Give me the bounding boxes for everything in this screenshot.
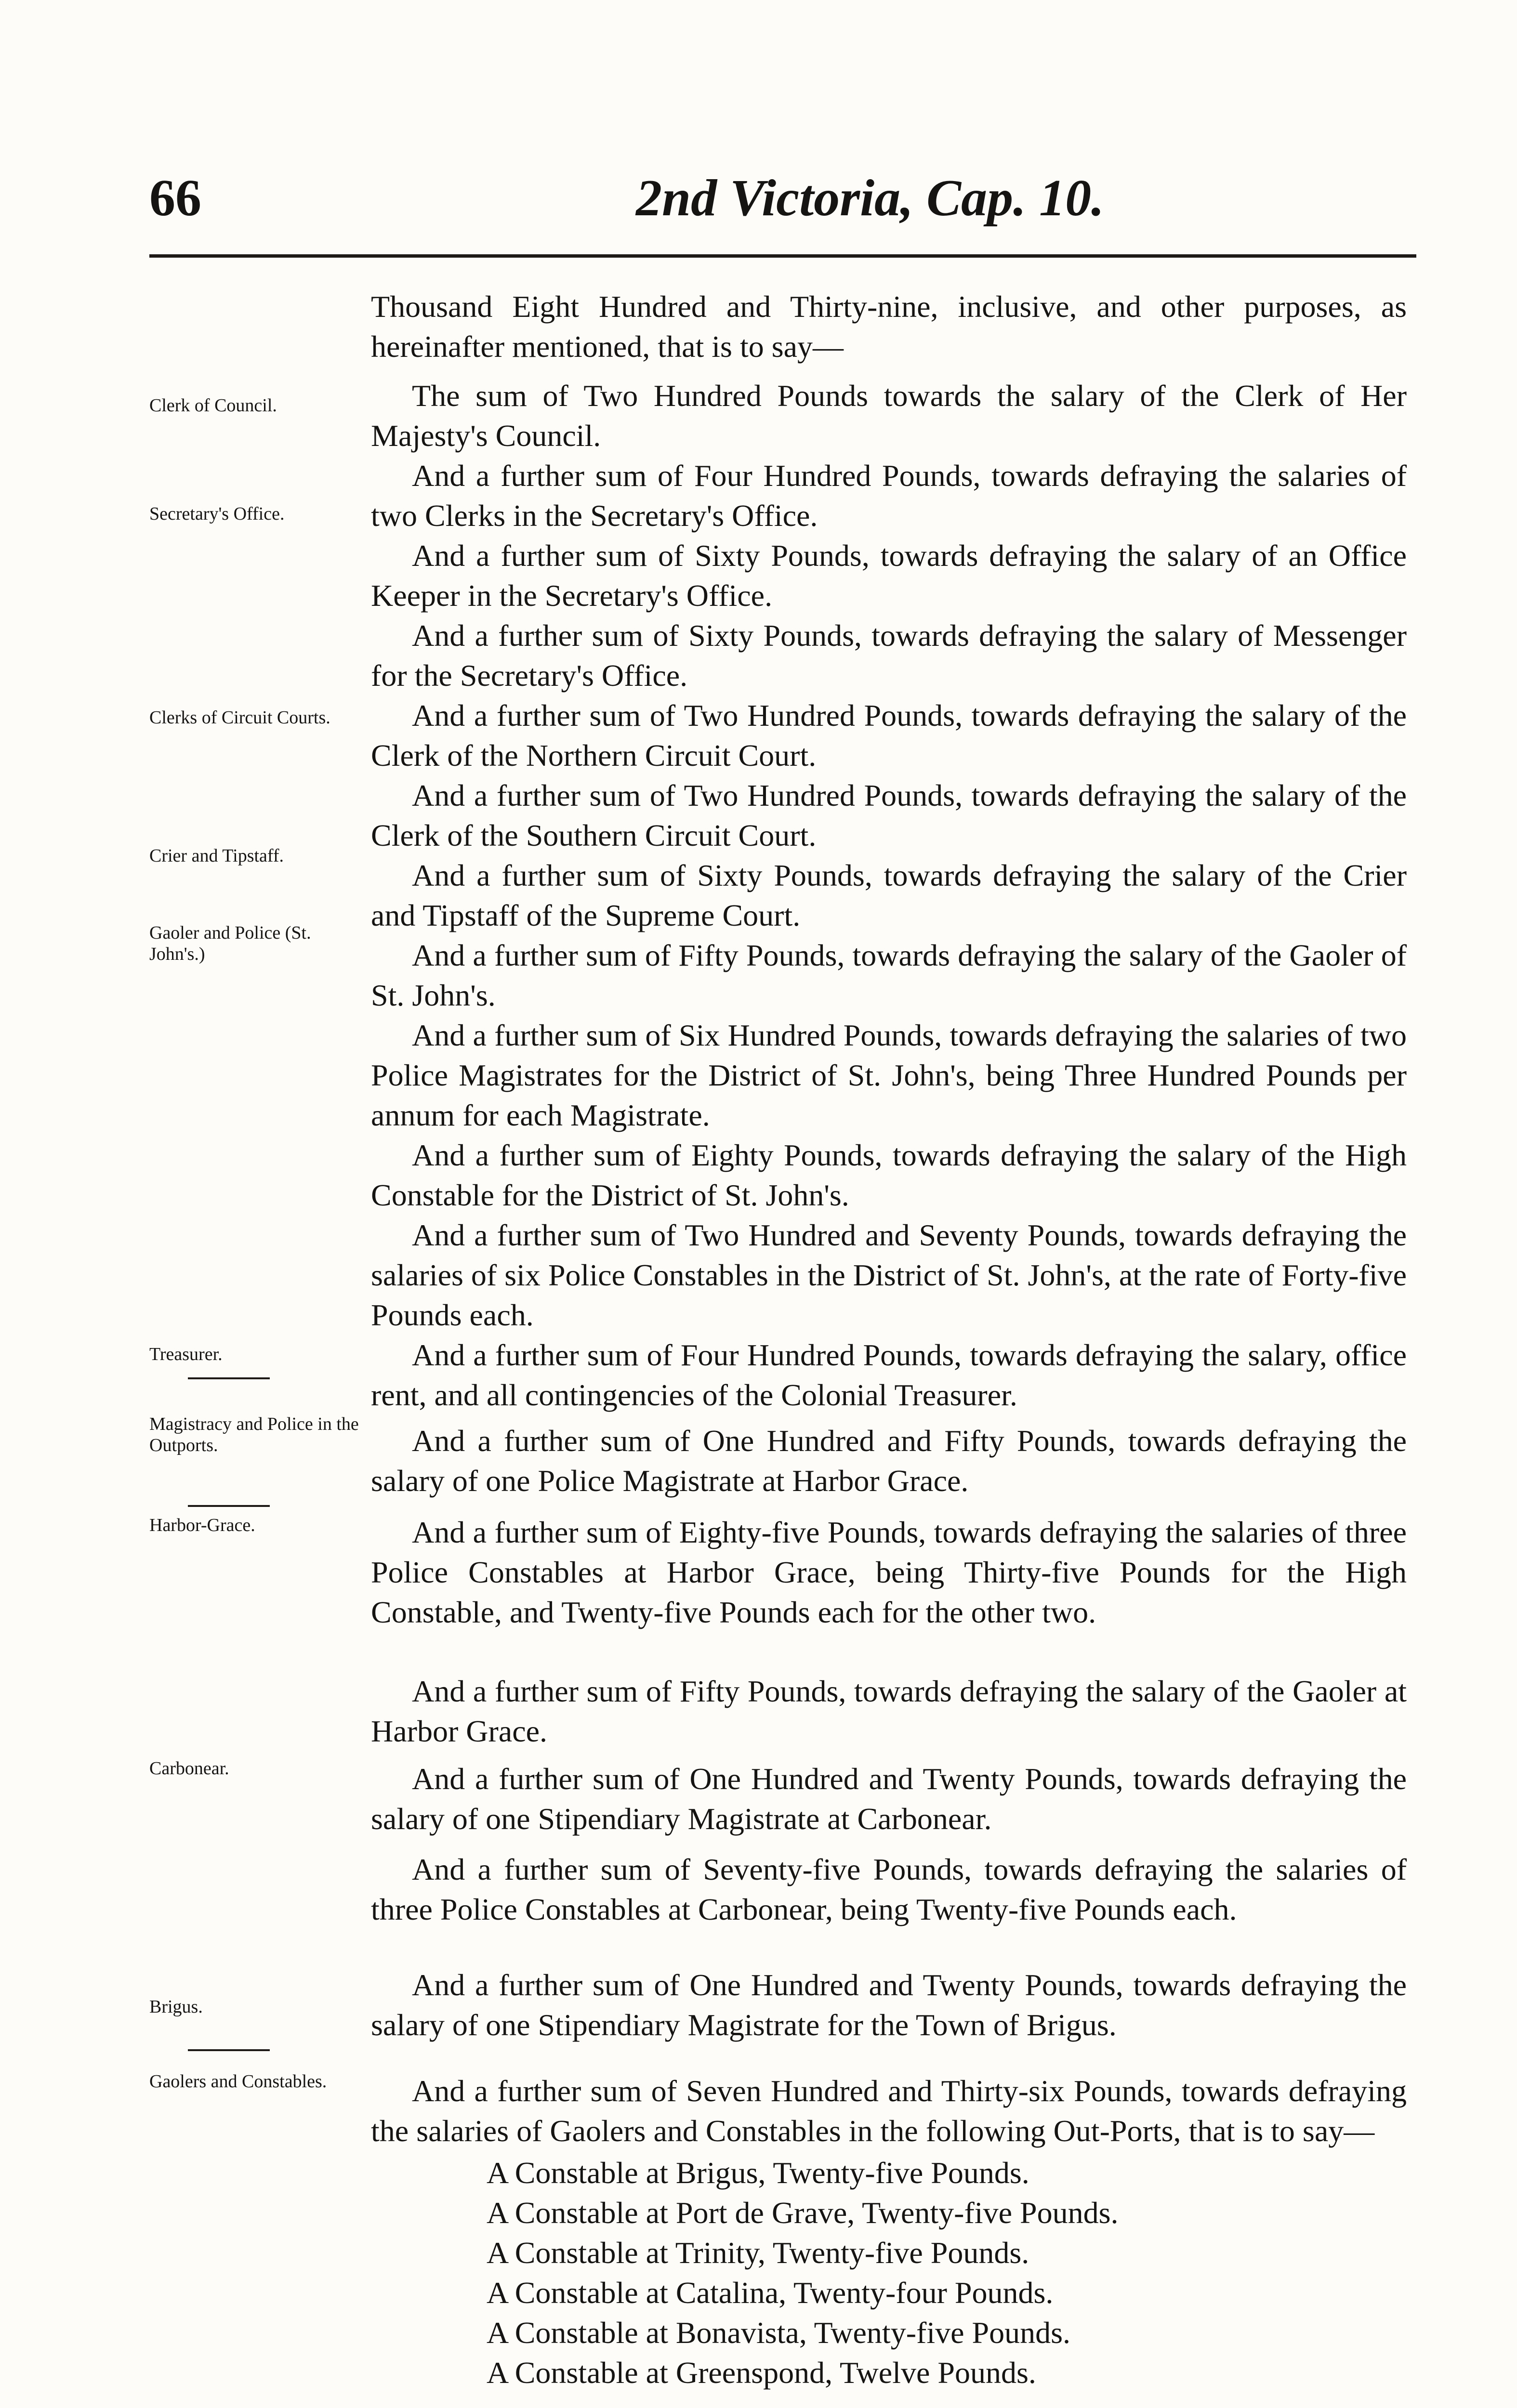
margin-note-rule bbox=[188, 2049, 270, 2051]
paragraph-police-magistrates: And a further sum of Six Hundred Pounds, towards defraying the salaries of two Police Magistrates for the District of St. John's, being Three Hundred Pounds per annum for each Magistrate. bbox=[371, 1018, 1407, 1132]
margin-note-clerk-council: Clerk of Council. bbox=[149, 395, 277, 416]
margin-note-outport-magistracy: Magistracy and Police in the Outports. bbox=[149, 1414, 359, 1455]
running-title: 2nd Victoria, Cap. 10. bbox=[636, 170, 1105, 227]
paragraph-carbonear-constables: And a further sum of Seventy-five Pounds, towards defraying the salaries of three Police Constables at Carbonear, being Twenty-five Pounds each. bbox=[371, 1852, 1407, 1926]
margin-note-treasurer: Treasurer. bbox=[149, 1344, 223, 1364]
paragraph-gaoler-st-johns: And a further sum of Fifty Pounds, towards defraying the salary of the Gaoler of St. John's. bbox=[371, 938, 1407, 1012]
paragraph-carbonear-magistrate: And a further sum of One Hundred and Twenty Pounds, towards defraying the salary of one Stipendiary Magistrate at Carbonear. bbox=[371, 1762, 1407, 1836]
margin-note-rule bbox=[188, 1505, 270, 1507]
paragraph-brigus-magistrate: And a further sum of One Hundred and Twenty Pounds, towards defraying the salary of one Stipendiary Magistrate for the Town of Brigus. bbox=[371, 1968, 1407, 2042]
margin-note-rule bbox=[188, 1377, 270, 1379]
list-item: A Constable at Greenspond, Twelve Pounds. bbox=[487, 2356, 1036, 2390]
margin-note-gaoler-police: Gaoler and Police (St. John's.) bbox=[149, 923, 311, 964]
paragraph-outports: And a further sum of Seven Hundred and Thirty-six Pounds, towards defraying the salaries of Gaolers and Constables in the following Out-Ports, that is to say— bbox=[371, 2074, 1407, 2148]
paragraph-crier-tipstaff: And a further sum of Sixty Pounds, towards defraying the salary of the Crier and Tipstaff of the Supreme Court. bbox=[371, 858, 1407, 932]
margin-note-brigus: Brigus. bbox=[149, 1997, 203, 2017]
list-item: A Constable at Trinity, Twenty-five Pounds. bbox=[487, 2236, 1029, 2270]
margin-note-crier-tipstaff: Crier and Tipstaff. bbox=[149, 846, 284, 866]
paragraph-treasurer: And a further sum of Four Hundred Pounds, towards defraying the salary, office rent, and all contingencies of the Colonial Treasurer. bbox=[371, 1338, 1407, 1412]
paragraph-clerk-council: The sum of Two Hundred Pounds towards the salary of the Clerk of Her Majesty's Council. bbox=[371, 379, 1407, 453]
paragraph-high-constable: And a further sum of Eighty Pounds, towards defraying the salary of the High Constable for the District of St. John's. bbox=[371, 1138, 1407, 1212]
paragraph-messenger: And a further sum of Sixty Pounds, towards defraying the salary of Messenger for the Secretary's Office. bbox=[371, 618, 1407, 693]
paragraph-office-keeper: And a further sum of Sixty Pounds, towards defraying the salary of an Office Keeper in the Secretary's Office. bbox=[371, 538, 1407, 613]
margin-note-circuit-courts: Clerks of Circuit Courts. bbox=[149, 707, 330, 728]
header-rule bbox=[149, 254, 1416, 258]
margin-note-carbonear: Carbonear. bbox=[149, 1758, 229, 1779]
paragraph-intro: Thousand Eight Hundred and Thirty-nine, inclusive, and other purposes, as hereinafter mentioned, that is to say— bbox=[371, 289, 1407, 364]
list-item: A Constable at Bonavista, Twenty-five Pounds. bbox=[487, 2316, 1070, 2350]
list-item: A Constable at Catalina, Twenty-four Pounds. bbox=[487, 2276, 1054, 2310]
paragraph-harbor-grace-gaoler: And a further sum of Fifty Pounds, towards defraying the salary of the Gaoler at Harbor Grace. bbox=[371, 1674, 1407, 1748]
paragraph-harbor-grace-magistrate: And a further sum of One Hundred and Fifty Pounds, towards defraying the salary of one Police Magistrate at Harbor Grace. bbox=[371, 1424, 1407, 1498]
paragraph-northern-circuit: And a further sum of Two Hundred Pounds, towards defraying the salary of the Clerk of the Northern Circuit Court. bbox=[371, 698, 1407, 772]
paragraph-secretary-clerks: And a further sum of Four Hundred Pounds, towards defraying the salaries of two Clerks in the Secretary's Office. bbox=[371, 458, 1407, 533]
page-number: 66 bbox=[149, 170, 201, 227]
margin-note-secretary-office: Secretary's Office. bbox=[149, 504, 285, 524]
paragraph-police-constables: And a further sum of Two Hundred and Seventy Pounds, towards defraying the salaries of six Police Constables in the District of St. John's, at the rate of Forty-five Pounds each. bbox=[371, 1218, 1407, 1332]
list-item: A Constable at Brigus, Twenty-five Pounds. bbox=[487, 2156, 1029, 2190]
paragraph-harbor-grace-constables: And a further sum of Eighty-five Pounds, towards defraying the salaries of three Police Constables at Harbor Grace, being Thirty-five Pounds for the High Constable, and Twenty-five Pounds each for the other two. bbox=[371, 1515, 1407, 1629]
list-item: A Constable at Port de Grave, Twenty-five Pounds. bbox=[487, 2196, 1119, 2230]
page-header bbox=[149, 169, 1402, 241]
paragraph-southern-circuit: And a further sum of Two Hundred Pounds, towards defraying the salary of the Clerk of the Southern Circuit Court. bbox=[371, 778, 1407, 852]
margin-note-harbor-grace: Harbor-Grace. bbox=[149, 1515, 255, 1535]
margin-note-gaolers-constables: Gaolers and Constables. bbox=[149, 2071, 327, 2092]
constables-list bbox=[487, 2153, 1118, 2393]
